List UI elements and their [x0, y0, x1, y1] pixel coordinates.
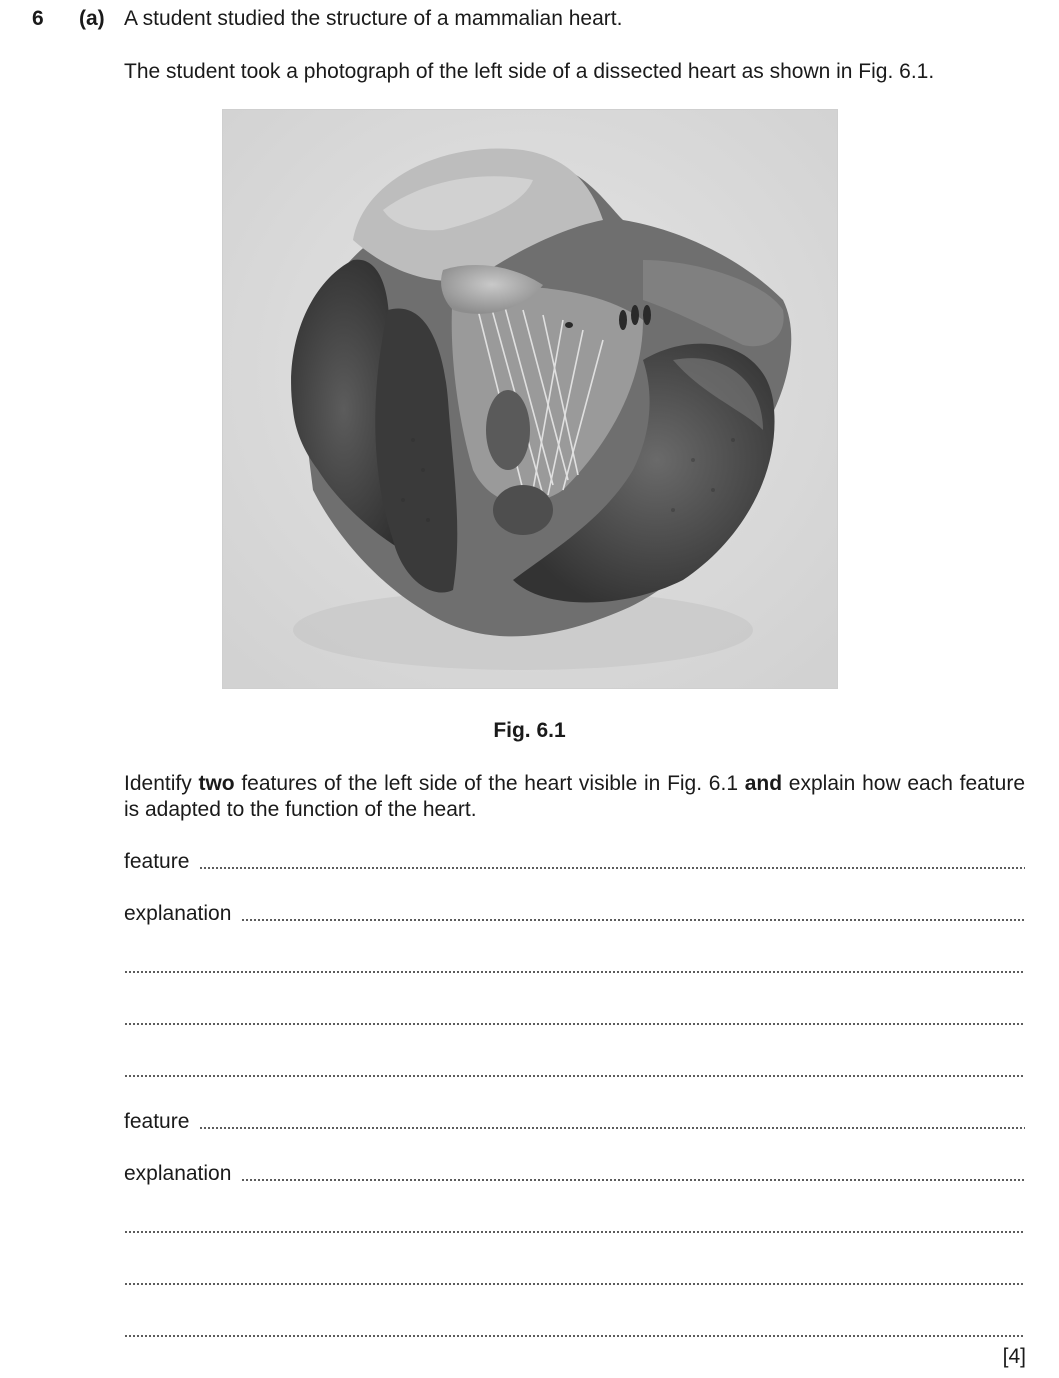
answer-line[interactable]	[124, 952, 1025, 978]
marks-allocation: [4]	[1002, 1345, 1026, 1368]
instruction-text: Identify	[124, 772, 199, 795]
answer-line-feature-2[interactable]	[124, 1108, 1025, 1134]
answer-line-explanation-2[interactable]	[124, 1160, 1025, 1186]
question-number: 6	[32, 7, 44, 30]
dotted-line	[124, 1231, 1025, 1233]
instruction-emphasis-two: two	[198, 772, 235, 795]
answer-line[interactable]	[124, 1004, 1025, 1030]
instruction-text: explain how each feature is adapted to the function of the heart.	[124, 772, 1025, 821]
answer-line-explanation-1[interactable]	[124, 900, 1025, 926]
dotted-line	[124, 1335, 1025, 1337]
answer-line[interactable]	[124, 1056, 1025, 1082]
question-intro: A student studied the structure of a mammalian heart.	[124, 7, 623, 30]
dotted-line	[241, 919, 1025, 921]
question-instruction	[124, 771, 1025, 823]
dotted-line	[241, 1179, 1025, 1181]
dotted-line	[124, 1023, 1025, 1025]
answer-line[interactable]	[124, 1212, 1025, 1238]
dissected-heart-photo	[222, 109, 838, 689]
question-context: The student took a photograph of the left side of a dissected heart as shown in Fig. 6.1.	[124, 60, 935, 83]
answer-label: explanation	[124, 902, 232, 925]
question-part-label: (a)	[79, 7, 105, 30]
dotted-line	[124, 971, 1025, 973]
dotted-line	[124, 1283, 1025, 1285]
answer-label: feature	[124, 850, 190, 873]
answer-line-feature-1[interactable]	[124, 848, 1025, 874]
dotted-line	[199, 867, 1025, 869]
answer-line[interactable]	[124, 1316, 1025, 1342]
answer-label: feature	[124, 1110, 190, 1133]
dotted-line	[124, 1075, 1025, 1077]
answer-line[interactable]	[124, 1264, 1025, 1290]
instruction-emphasis-and: and	[744, 772, 783, 795]
dotted-line	[199, 1127, 1025, 1129]
answer-label: explanation	[124, 1162, 232, 1185]
figure-caption: Fig. 6.1	[493, 719, 566, 742]
instruction-text: features of the left side of the heart visible in Fig. 6.1	[234, 772, 745, 795]
